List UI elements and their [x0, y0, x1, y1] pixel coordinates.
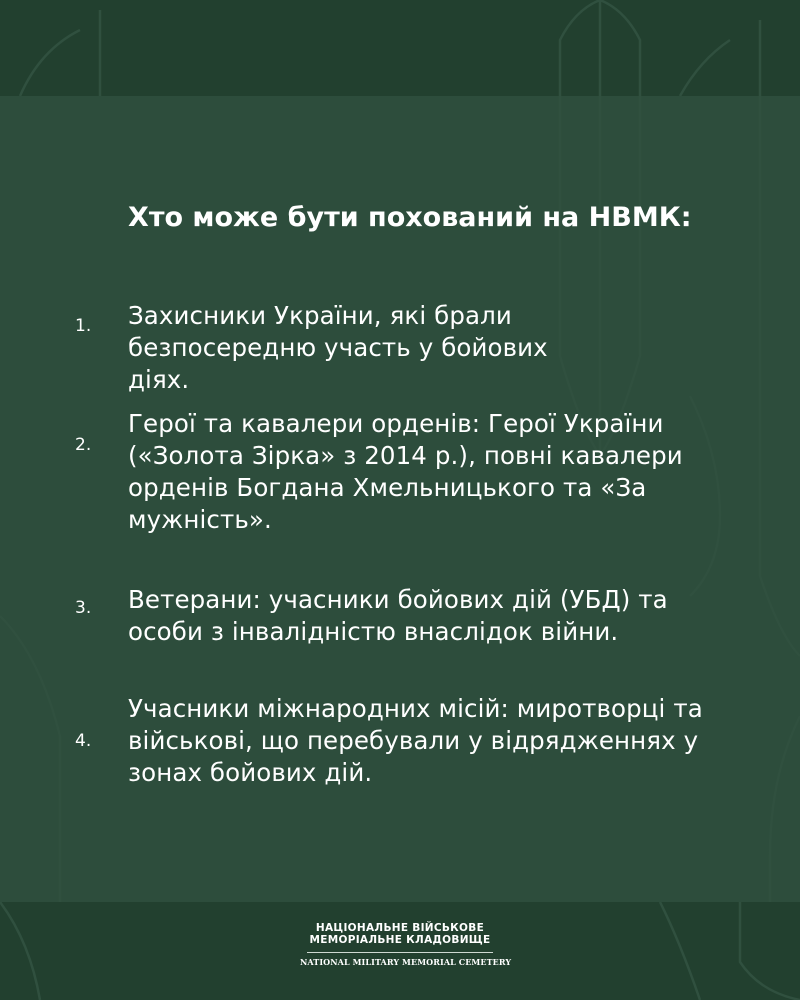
list-item-number: 3.: [75, 598, 92, 618]
page-title: Хто може бути похований на НВМК:: [128, 202, 692, 233]
logo-divider: [307, 952, 493, 953]
logo-line-en: NATIONAL MILITARY MEMORIAL CEMETERY: [300, 957, 512, 967]
logo-line-ua-2: МЕМОРІАЛЬНЕ КЛАДОВИЩЕ: [309, 934, 491, 946]
list-item-number: 1.: [75, 316, 92, 336]
logo-line-ua-1: НАЦІОНАЛЬНЕ ВІЙСЬКОВЕ: [315, 922, 485, 934]
list-item-text: Герої та кавалери орденів: Герої України («Золота Зірка» з 2014 р.), повні кавалери орденів Богдана Хмельницького та «За мужність».: [128, 409, 683, 534]
list-item-text: Захисники України, які брали безпосередню участь у бойових діях.: [128, 301, 548, 394]
cemetery-logo: [300, 922, 512, 967]
top-band: [0, 0, 800, 96]
list-item-number: 4.: [75, 731, 92, 751]
list-item-number: 2.: [75, 435, 92, 455]
list-item-text: Учасники міжнародних місій: миротворці та військові, що перебували у відрядженнях у зонах бойових дій.: [128, 694, 703, 787]
trident-ornament-top: [0, 0, 800, 96]
list-item-text: Ветерани: учасники бойових дій (УБД) та особи з інвалідністю внаслідок війни.: [128, 585, 668, 646]
